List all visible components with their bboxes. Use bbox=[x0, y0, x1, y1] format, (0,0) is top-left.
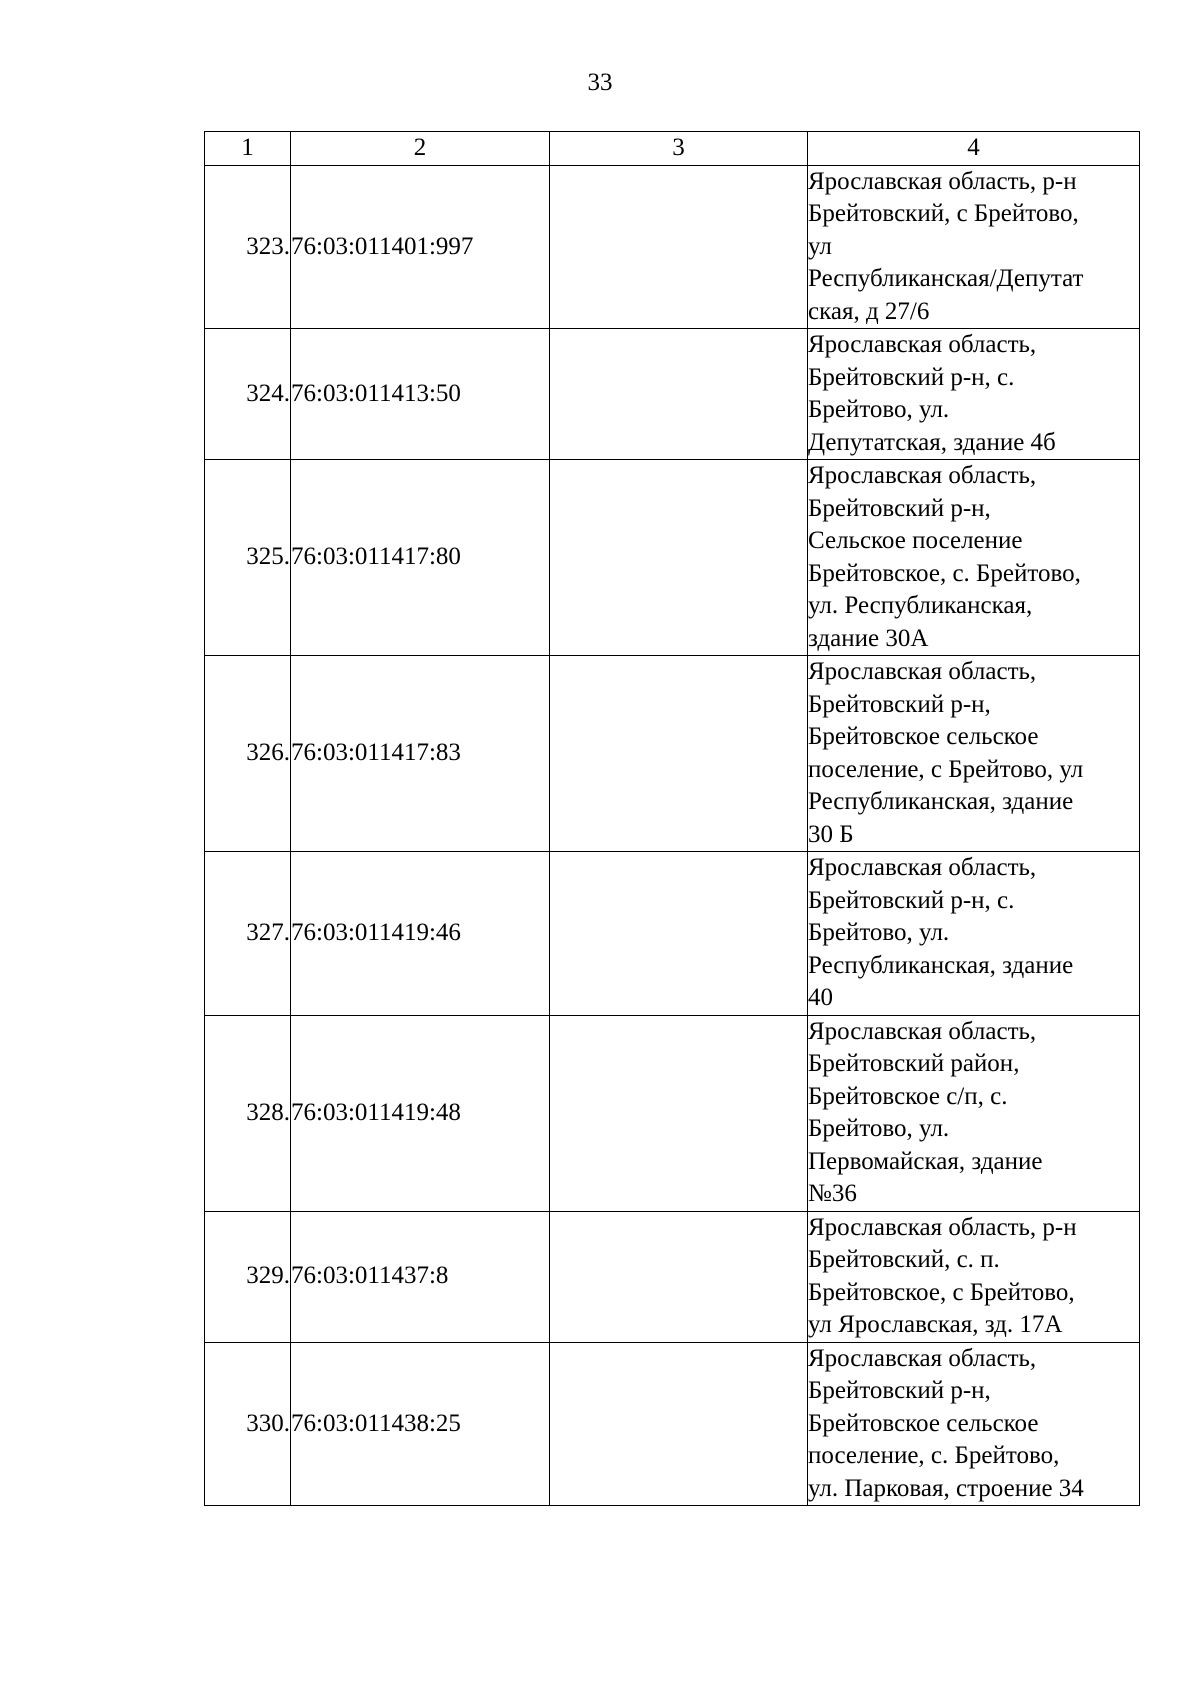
table-row bbox=[205, 852, 1140, 1016]
header-row bbox=[205, 132, 1140, 166]
column-3-cell bbox=[550, 1211, 808, 1342]
registry-table bbox=[204, 131, 1140, 1506]
cadastral-number-cell: 76:03:011438:25 bbox=[291, 1342, 550, 1506]
address-line: ул Ярославская, зд. 17А bbox=[808, 1311, 1063, 1338]
address-line: Ярославская область, bbox=[808, 854, 1037, 881]
row-number-cell: 328. bbox=[205, 1015, 291, 1211]
address-line: Республиканская, здание bbox=[808, 788, 1074, 815]
row-number-cell: 324. bbox=[205, 329, 291, 460]
row-number-cell: 330. bbox=[205, 1342, 291, 1506]
address-cell bbox=[808, 656, 1140, 852]
column-3-cell bbox=[550, 329, 808, 460]
table-row bbox=[205, 656, 1140, 852]
row-number-cell: 326. bbox=[205, 656, 291, 852]
address-line: ская, д 27/6 bbox=[808, 297, 930, 325]
row-number-cell: 323. bbox=[205, 165, 291, 329]
address-line: Ярославская область, bbox=[808, 1017, 1037, 1045]
address-cell bbox=[808, 1211, 1140, 1342]
column-3-cell bbox=[550, 656, 808, 852]
column-3-cell bbox=[550, 1342, 808, 1506]
address-line: Ярославская область, bbox=[808, 331, 1037, 358]
address-line: поселение, с Брейтово, ул bbox=[808, 755, 1084, 783]
address-line: Республиканская/Депутат bbox=[808, 265, 1084, 292]
row-number-cell: 329. bbox=[205, 1211, 291, 1342]
cadastral-number-cell: 76:03:011401:997 bbox=[291, 165, 550, 329]
address-line: Брейтовское сельское bbox=[808, 723, 1039, 750]
cadastral-number-cell: 76:03:011417:83 bbox=[291, 656, 550, 852]
address-line: ул bbox=[808, 232, 832, 260]
header-col-4: 4 bbox=[808, 132, 1140, 166]
address-line: Брейтовский р-н, bbox=[808, 690, 991, 718]
address-line: Первомайская, здание bbox=[808, 1147, 1043, 1175]
address-cell bbox=[808, 329, 1140, 460]
address-line: Сельское поселение bbox=[808, 527, 1023, 554]
header-col-2: 2 bbox=[291, 132, 550, 166]
address-cell bbox=[808, 460, 1140, 656]
column-3-cell bbox=[550, 852, 808, 1016]
column-3-cell bbox=[550, 165, 808, 329]
table-row bbox=[205, 1211, 1140, 1342]
address-cell bbox=[808, 852, 1140, 1016]
address-line: поселение, с. Брейтово, bbox=[808, 1442, 1060, 1469]
address-cell bbox=[808, 165, 1140, 329]
table-row bbox=[205, 460, 1140, 656]
address-line: Брейтовский р-н, с. bbox=[808, 363, 1015, 391]
cadastral-number-cell: 76:03:011417:80 bbox=[291, 460, 550, 656]
page-number: 33 bbox=[587, 69, 613, 96]
address-line: Ярославская область, bbox=[808, 462, 1037, 489]
address-line: Ярославская область, р-н bbox=[808, 167, 1077, 195]
row-number-cell: 325. bbox=[205, 460, 291, 656]
address-line: Брейтовский р-н, bbox=[808, 494, 991, 522]
address-line: Брейтовский р-н, с. bbox=[808, 886, 1015, 914]
row-number-cell: 327. bbox=[205, 852, 291, 1016]
table-row bbox=[205, 1015, 1140, 1211]
table-row bbox=[205, 165, 1140, 329]
address-line: Ярославская область, bbox=[808, 1344, 1037, 1372]
cadastral-number-cell: 76:03:011437:8 bbox=[291, 1211, 550, 1342]
address-line: Брейтовское с/п, с. bbox=[808, 1082, 1008, 1110]
cadastral-number-cell: 76:03:011419:48 bbox=[291, 1015, 550, 1211]
address-line: 40 bbox=[808, 984, 833, 1011]
address-cell bbox=[808, 1015, 1140, 1211]
address-line: Брейтово, ул. bbox=[808, 1115, 950, 1142]
address-line: №36 bbox=[808, 1180, 857, 1207]
address-line: Брейтово, ул. bbox=[808, 919, 950, 946]
address-line: Брейтовский р-н, bbox=[808, 1377, 991, 1404]
table-body bbox=[205, 165, 1140, 1506]
header-col-1: 1 bbox=[205, 132, 291, 166]
address-line: Ярославская область, р-н bbox=[808, 1213, 1077, 1241]
address-line: Депутатская, здание 4б bbox=[808, 428, 1056, 456]
address-line: ул. Республиканская, bbox=[808, 592, 1033, 619]
header-col-3: 3 bbox=[550, 132, 808, 166]
address-line: 30 Б bbox=[808, 820, 854, 848]
table-row bbox=[205, 329, 1140, 460]
address-line: ул. Парковая, строение 34 bbox=[808, 1474, 1084, 1502]
address-line: Республиканская, здание bbox=[808, 951, 1074, 979]
address-line: Брейтовское сельское bbox=[808, 1409, 1039, 1437]
column-3-cell bbox=[550, 1015, 808, 1211]
column-3-cell bbox=[550, 460, 808, 656]
address-line: Брейтовское, с. Брейтово, bbox=[808, 559, 1081, 587]
address-line: Ярославская область, bbox=[808, 658, 1037, 685]
address-line: Брейтово, ул. bbox=[808, 396, 950, 423]
table-row bbox=[205, 1342, 1140, 1506]
cadastral-number-cell: 76:03:011413:50 bbox=[291, 329, 550, 460]
address-cell bbox=[808, 1342, 1140, 1506]
address-line: здание 30А bbox=[808, 624, 929, 652]
cadastral-number-cell: 76:03:011419:46 bbox=[291, 852, 550, 1016]
address-line: Брейтовский, с. п. bbox=[808, 1246, 1000, 1273]
address-line: Брейтовское, с Брейтово, bbox=[808, 1278, 1075, 1306]
address-line: Брейтовский, с Брейтово, bbox=[808, 200, 1079, 227]
address-line: Брейтовский район, bbox=[808, 1050, 1020, 1077]
